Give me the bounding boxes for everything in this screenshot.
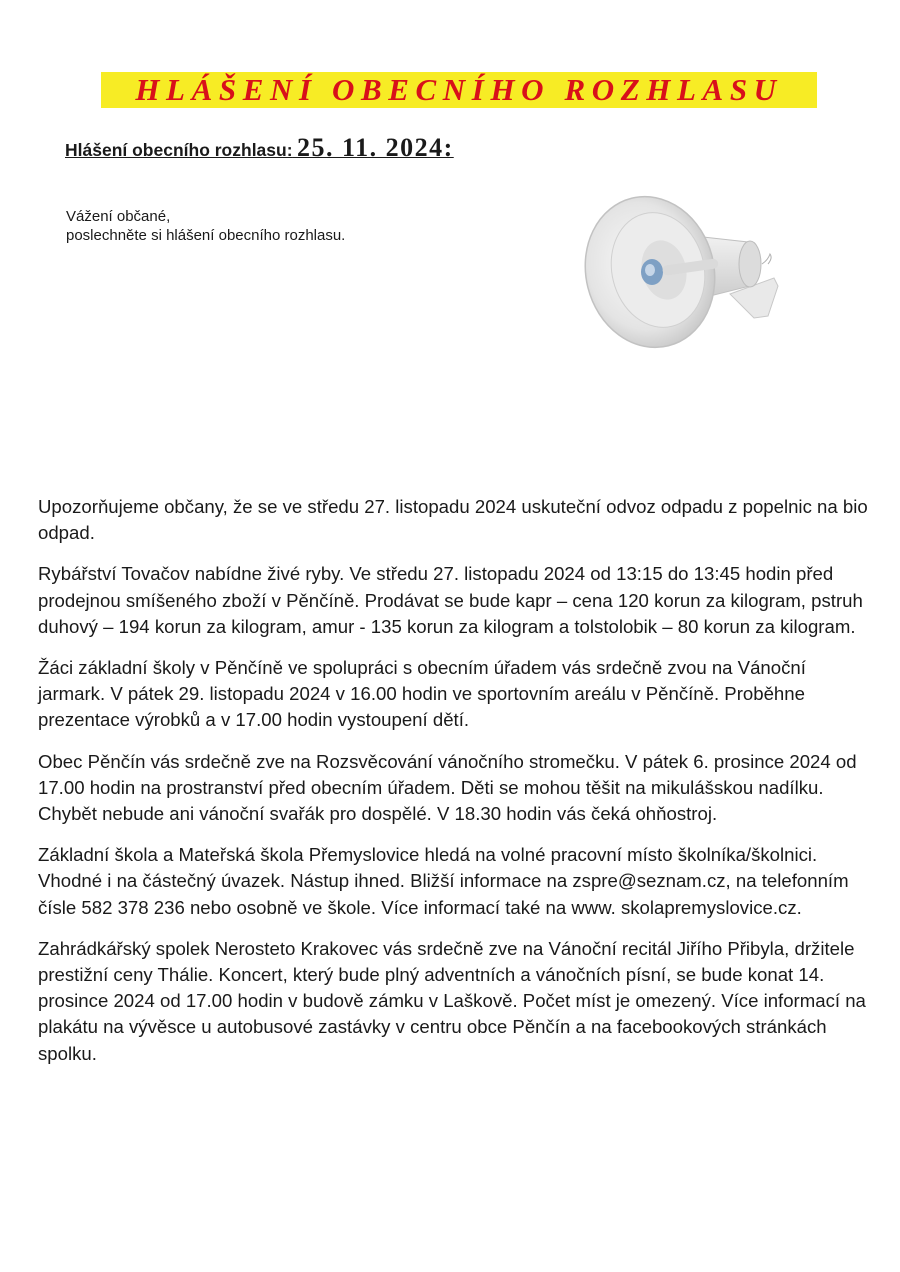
- greeting: [66, 207, 345, 245]
- announcement-bio-waste: Upozorňujeme občany, že se ve středu 27. listopadu 2024 uskuteční odvoz odpadu z popelnic na bio odpad.: [38, 496, 868, 544]
- announcements: [38, 494, 868, 1082]
- announcement-christmas-recital: Zahrádkářský spolek Nerosteto Krakovec vás srdečně zve na Vánoční recitál Jiřího Přibyla, držitele prestižní ceny Thálie. Koncert, který bude plný adventních a vánočních písní, se bude konat 14. prosince 2024 od 17.00 hodin v budově zámku v Laškově. Počet míst je omezený. Více informací na plakátu na vývěsce u autobusové zastávky v centru obce Pěnčín a na facebookových stránkách spolku.: [38, 937, 866, 1064]
- subtitle: [65, 133, 454, 163]
- title-banner: [101, 72, 817, 108]
- greeting-line-1: Vážení občané,: [66, 208, 171, 225]
- page-title: HLÁŠENÍ OBECNÍHO ROZHLASU: [135, 72, 783, 107]
- subtitle-label: Hlášení obecního rozhlasu:: [65, 140, 293, 160]
- announcement-tree-lighting: Obec Pěnčín vás srdečně zve na Rozsvěcování vánočního stromečku. V pátek 6. prosince 2024 od 17.00 hodin na prostranství před obecním úřadem. Děti se mohou těšit na mikulášskou nadílku. Chybět nebude ani vánoční svařák pro dospělé. V 18.30 hodin vás čeká ohňostroj.: [38, 750, 857, 825]
- greeting-line-2: poslechněte si hlášení obecního rozhlasu.: [66, 227, 346, 244]
- announcement-job-offer: Základní škola a Mateřská škola Přemyslovice hledá na volné pracovní místo školníka/školnici. Vhodné i na částečný úvazek. Nástup ihned. Bližší informace na zspre@seznam.cz, na telefonním čísle 582 378 236 nebo osobně ve škole. Více informací také na www. skolapremyslovice.cz.: [38, 844, 849, 918]
- megaphone-icon: [578, 186, 788, 356]
- announcement-christmas-market: Žáci základní školy v Pěnčíně ve spolupráci s obecním úřadem vás srdečně zvou na Vánoční jarmark. V pátek 29. listopadu 2024 v 16.00 hodin ve sportovním areálu v Pěnčíně. Proběhne prezentace výrobků a v 17.00 hodin vystoupení dětí.: [38, 657, 806, 731]
- announcement-fish-sale: Rybářství Tovačov nabídne živé ryby. Ve středu 27. listopadu 2024 od 13:15 do 13:45 hodin před prodejnou smíšeného zboží v Pěnčíně. Prodávat se bude kapr – cena 120 korun za kilogram, pstruh duhový – 194 korun za kilogram, amur - 135 korun za kilogram a tolstolobik – 80 korun za kilogram.: [38, 563, 863, 637]
- subtitle-date: 25. 11. 2024:: [297, 133, 454, 162]
